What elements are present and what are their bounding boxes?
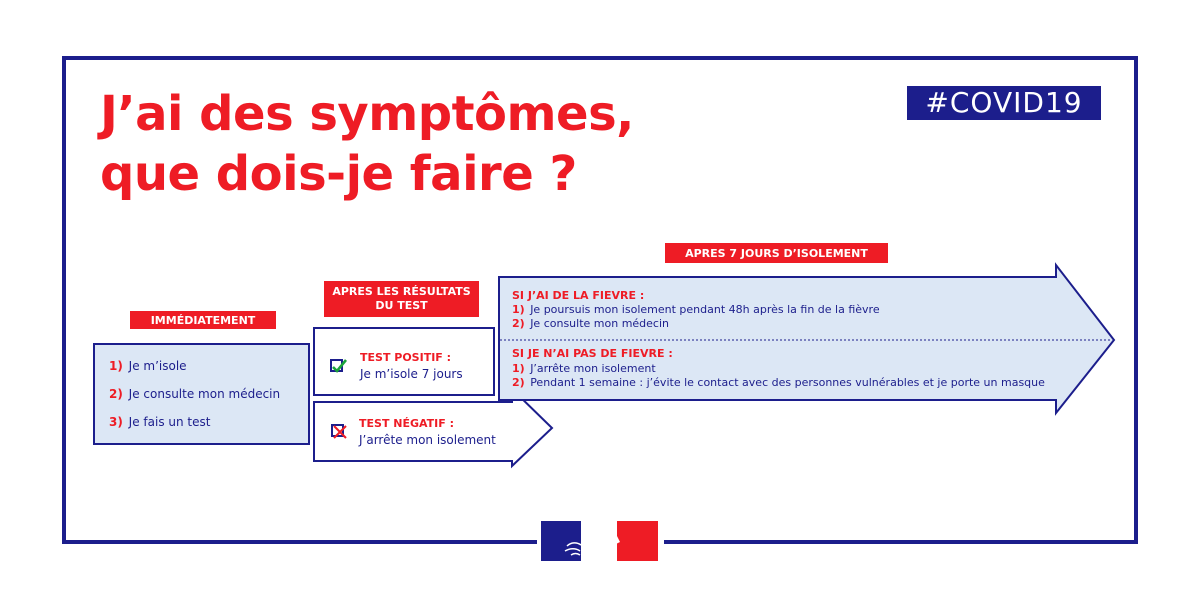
fever-item-2: 2) Je consulte mon médecin: [512, 317, 670, 330]
no-fever-item-2: 2) Pendant 1 semaine : j’évite le contact avec des personnes vulnérables et je porte un masque: [512, 376, 1045, 389]
immediate-step-2: 2) Je consulte mon médecin: [109, 387, 281, 401]
title-line-1: J’ai des symptômes,: [100, 86, 634, 142]
after-7-days-label: APRES 7 JOURS D’ISOLEMENT: [665, 243, 888, 263]
no-fever-heading: SI JE N’AI PAS DE FIEVRE :: [512, 347, 673, 360]
positive-test-title: TEST POSITIF :: [360, 351, 452, 364]
covid-hashtag-badge: #COVID19: [907, 86, 1101, 120]
immediate-step-3: 3) Je fais un test: [109, 415, 211, 429]
negative-test-text: J’arrête mon isolement: [359, 433, 496, 447]
marianne-logo-icon: [537, 520, 664, 566]
immediately-label: IMMÉDIATEMENT: [130, 311, 276, 329]
no-fever-item-1: 1) J’arrête mon isolement: [512, 362, 656, 375]
test-results-label-line-2: DU TEST: [375, 299, 428, 312]
positive-test-text: Je m’isole 7 jours: [360, 367, 463, 381]
test-results-label-line-1: APRES LES RÉSULTATS: [332, 285, 471, 298]
fever-item-1: 1) Je poursuis mon isolement pendant 48h après la fin de la fièvre: [512, 303, 880, 316]
negative-test-title: TEST NÉGATIF :: [359, 417, 455, 430]
title-line-2: que dois-je faire ?: [100, 146, 577, 202]
immediate-step-1: 1) Je m’isole: [109, 359, 187, 373]
fever-heading: SI J’AI DE LA FIEVRE :: [512, 289, 645, 302]
